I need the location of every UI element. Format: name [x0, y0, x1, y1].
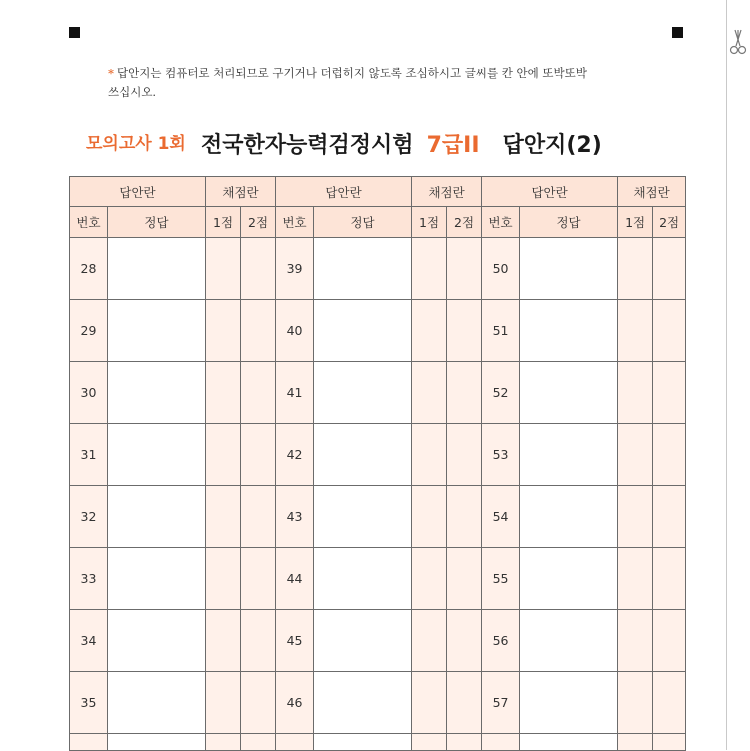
answer-cell[interactable]: [314, 610, 412, 672]
question-number: [482, 734, 520, 751]
score-2-header: 2점: [447, 207, 482, 238]
score-2-cell: [241, 300, 276, 362]
sheet-name: 답안지(2): [502, 133, 602, 158]
answer-cell[interactable]: [108, 362, 206, 424]
notice-line-2: 쓰십시오.: [108, 85, 157, 99]
score-2-cell: [447, 300, 482, 362]
question-number: 30: [70, 362, 108, 424]
score-group-header: 채점란: [412, 177, 482, 207]
answer-row: [70, 424, 686, 486]
question-number: 41: [276, 362, 314, 424]
score-1-cell: [206, 672, 241, 734]
registration-mark-right: [672, 27, 683, 38]
number-header: 번호: [276, 207, 314, 238]
exam-grade: 7급II: [426, 133, 480, 158]
score-cell: [241, 734, 276, 751]
question-number: 31: [70, 424, 108, 486]
registration-mark-left: [69, 27, 80, 38]
score-1-cell: [618, 486, 653, 548]
answer-cell[interactable]: [520, 362, 618, 424]
question-number: 50: [482, 238, 520, 300]
score-cell: [412, 734, 447, 751]
score-1-cell: [206, 238, 241, 300]
score-group-header: 채점란: [618, 177, 686, 207]
answer-cell[interactable]: [108, 300, 206, 362]
score-cell: [206, 734, 241, 751]
number-header: 번호: [70, 207, 108, 238]
score-1-header: 1점: [618, 207, 653, 238]
score-2-cell: [653, 610, 686, 672]
answer-cell[interactable]: [314, 734, 412, 751]
question-number: 42: [276, 424, 314, 486]
notice-mark: *: [108, 66, 115, 80]
score-2-cell: [241, 362, 276, 424]
score-1-cell: [412, 610, 447, 672]
score-1-cell: [206, 424, 241, 486]
score-2-cell: [447, 486, 482, 548]
question-number: 34: [70, 610, 108, 672]
answer-cell[interactable]: [108, 734, 206, 751]
question-number: 56: [482, 610, 520, 672]
answer-cell[interactable]: [314, 300, 412, 362]
score-2-cell: [241, 548, 276, 610]
question-number: 32: [70, 486, 108, 548]
question-number: 52: [482, 362, 520, 424]
score-2-cell: [447, 548, 482, 610]
answer-cell[interactable]: [314, 548, 412, 610]
answer-cell[interactable]: [520, 238, 618, 300]
score-2-cell: [241, 424, 276, 486]
score-cell: [618, 734, 653, 751]
answer-cell[interactable]: [314, 672, 412, 734]
score-2-cell: [447, 424, 482, 486]
exam-name: 전국한자능력검정시험: [200, 133, 414, 158]
answer-group-header: 답안란: [482, 177, 618, 207]
score-cell: [447, 734, 482, 751]
score-2-cell: [653, 548, 686, 610]
question-number: 39: [276, 238, 314, 300]
exam-round: 모의고사 1회: [86, 134, 186, 154]
answer-cell[interactable]: [108, 610, 206, 672]
question-number: 57: [482, 672, 520, 734]
question-number: 29: [70, 300, 108, 362]
score-2-cell: [653, 238, 686, 300]
answer-cell[interactable]: [520, 424, 618, 486]
score-2-cell: [241, 486, 276, 548]
score-2-cell: [653, 424, 686, 486]
answer-cell[interactable]: [520, 300, 618, 362]
score-1-cell: [618, 300, 653, 362]
question-number: 45: [276, 610, 314, 672]
notice-line-1: 답안지는 컴퓨터로 처리되므로 구기거나 더럽히지 않도록 조심하시고 글씨를 칸 안에 또박또박: [117, 66, 587, 80]
question-number: 35: [70, 672, 108, 734]
score-1-cell: [206, 486, 241, 548]
answer-row: [70, 548, 686, 610]
answer-group-header: 답안란: [276, 177, 412, 207]
score-cell: [653, 734, 686, 751]
answer-header: 정답: [314, 207, 412, 238]
score-1-cell: [206, 610, 241, 672]
score-1-cell: [412, 672, 447, 734]
score-2-cell: [241, 610, 276, 672]
answer-cell[interactable]: [314, 424, 412, 486]
score-2-cell: [241, 672, 276, 734]
question-number: 53: [482, 424, 520, 486]
question-number: [70, 734, 108, 751]
answer-cell[interactable]: [108, 424, 206, 486]
answer-cell[interactable]: [314, 486, 412, 548]
answer-cell[interactable]: [108, 238, 206, 300]
score-2-header: 2점: [241, 207, 276, 238]
score-1-cell: [618, 238, 653, 300]
answer-cell[interactable]: [314, 238, 412, 300]
score-2-cell: [653, 362, 686, 424]
score-1-cell: [412, 424, 447, 486]
group-header-row: [70, 177, 686, 207]
question-number: 55: [482, 548, 520, 610]
answer-row: [70, 672, 686, 734]
question-number: 44: [276, 548, 314, 610]
score-1-cell: [206, 300, 241, 362]
score-1-cell: [618, 548, 653, 610]
instruction-notice: [108, 64, 668, 102]
question-number: 51: [482, 300, 520, 362]
answer-row: [70, 362, 686, 424]
score-1-cell: [412, 362, 447, 424]
score-1-cell: [618, 424, 653, 486]
score-2-cell: [653, 486, 686, 548]
score-2-cell: [447, 672, 482, 734]
answer-cell[interactable]: [314, 362, 412, 424]
score-1-header: 1점: [206, 207, 241, 238]
answer-cell[interactable]: [520, 548, 618, 610]
sheet-title: [86, 128, 686, 162]
score-1-cell: [412, 548, 447, 610]
score-1-header: 1점: [412, 207, 447, 238]
question-number: 28: [70, 238, 108, 300]
score-1-cell: [618, 672, 653, 734]
answer-cell[interactable]: [520, 486, 618, 548]
column-header-row: [70, 207, 686, 238]
question-number: 33: [70, 548, 108, 610]
answer-group-header: 답안란: [70, 177, 206, 207]
number-header: 번호: [482, 207, 520, 238]
score-2-cell: [447, 610, 482, 672]
answer-cell[interactable]: [108, 486, 206, 548]
score-group-header: 채점란: [206, 177, 276, 207]
score-1-cell: [618, 610, 653, 672]
score-2-cell: [447, 362, 482, 424]
answer-cell[interactable]: [520, 734, 618, 751]
answer-row: [70, 238, 686, 300]
answer-table: [69, 176, 686, 751]
answer-cell[interactable]: [108, 672, 206, 734]
question-number: 40: [276, 300, 314, 362]
score-1-cell: [618, 362, 653, 424]
score-2-header: 2점: [653, 207, 686, 238]
answer-row: [70, 300, 686, 362]
score-1-cell: [412, 300, 447, 362]
question-number: [276, 734, 314, 751]
score-2-cell: [241, 238, 276, 300]
answer-row: [70, 610, 686, 672]
answer-cell[interactable]: [108, 548, 206, 610]
answer-cell[interactable]: [520, 672, 618, 734]
score-2-cell: [653, 672, 686, 734]
score-1-cell: [206, 548, 241, 610]
answer-row: [70, 486, 686, 548]
question-number: 46: [276, 672, 314, 734]
page-edge-line: [726, 0, 727, 750]
answer-cell[interactable]: [520, 610, 618, 672]
score-2-cell: [653, 300, 686, 362]
score-1-cell: [412, 238, 447, 300]
score-1-cell: [412, 486, 447, 548]
answer-header: 정답: [520, 207, 618, 238]
answer-header: 정답: [108, 207, 206, 238]
scissors-icon: [728, 28, 748, 58]
question-number: 43: [276, 486, 314, 548]
score-1-cell: [206, 362, 241, 424]
question-number: 54: [482, 486, 520, 548]
score-2-cell: [447, 238, 482, 300]
answer-row-partial: [70, 734, 686, 751]
